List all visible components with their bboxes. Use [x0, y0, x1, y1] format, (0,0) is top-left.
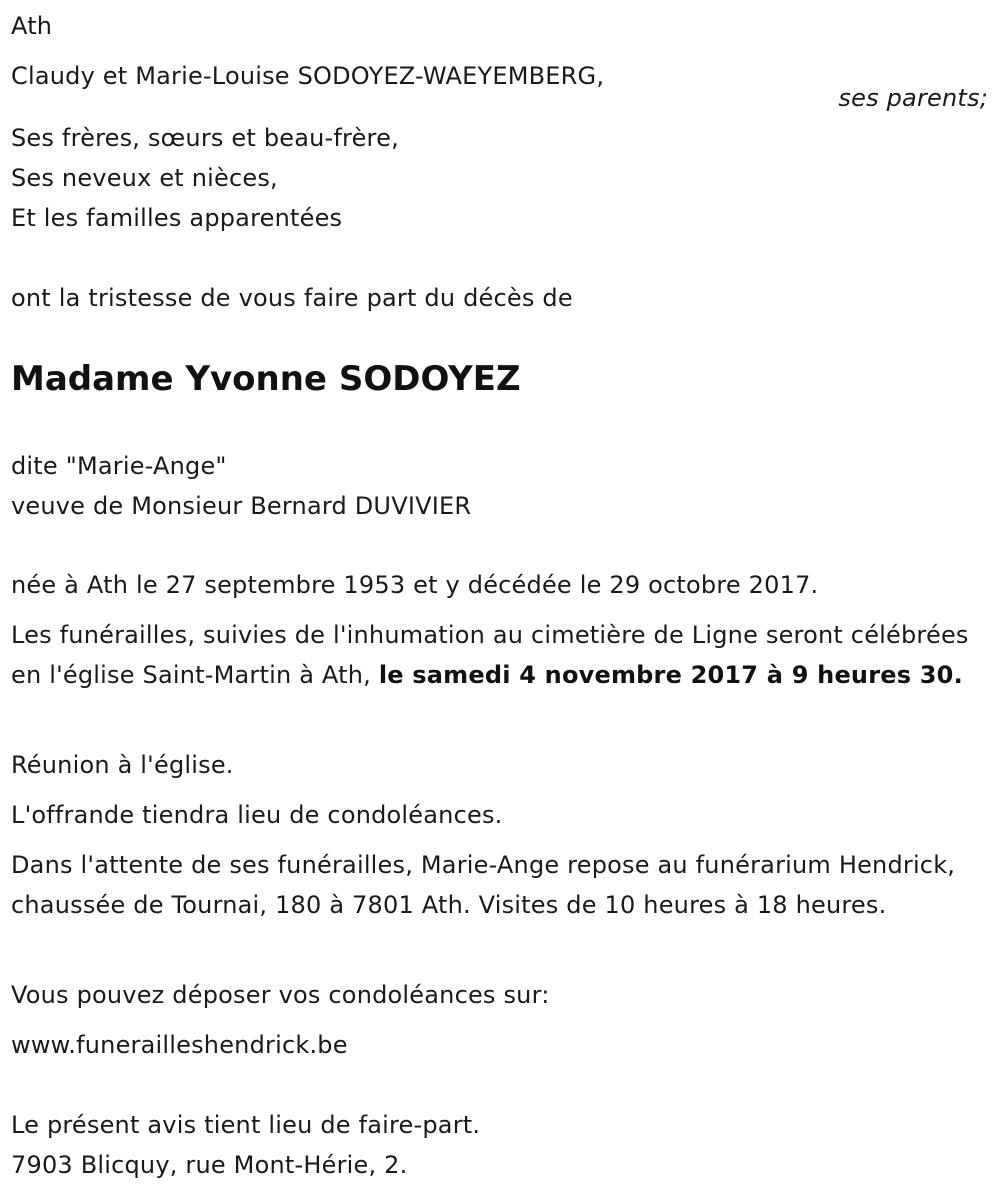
deceased-name: Madame Yvonne SODOYEZ — [11, 359, 521, 399]
funeral-date: le samedi 4 novembre 2017 à 9 heures 30. — [378, 661, 963, 689]
family-line-relatives: Et les familles apparentées — [11, 204, 343, 232]
deceased-nickname: dite "Marie-Ange" — [11, 452, 227, 480]
notice: Le présent avis tient lieu de faire-part. — [11, 1111, 481, 1139]
deceased-details — [11, 446, 986, 526]
parents-role: ses parents; — [838, 84, 988, 112]
family-list — [11, 118, 986, 238]
parents-names: Claudy et Marie-Louise SODOYEZ-WAEYEMBERG, — [11, 62, 605, 90]
location: Ath — [11, 12, 53, 40]
family-line-siblings: Ses frères, sœurs et beau-frère, — [11, 124, 399, 152]
birth-death: née à Ath le 27 septembre 1953 et y décédée le 29 octobre 2017. — [11, 571, 819, 599]
website-link[interactable]: www.funerailleshendrick.be — [11, 1031, 348, 1059]
funeral-text: Les funérailles, suivies de l'inhumation au cimetière de Ligne seront célébrées en l'église Saint-Martin à Ath, — [11, 621, 969, 689]
deceased-widow-of: veuve de Monsieur Bernard DUVIVIER — [11, 492, 472, 520]
condolences-intro: Vous pouvez déposer vos condoléances sur: — [11, 981, 550, 1009]
family-line-nephews: Ses neveux et nièces, — [11, 164, 278, 192]
address: 7903 Blicquy, rue Mont-Hérie, 2. — [11, 1151, 408, 1179]
announcement: ont la tristesse de vous faire part du décès de — [11, 284, 573, 312]
viewing: Dans l'attente de ses funérailles, Marie-Ange repose au funérarium Hendrick, chaussée de Tournai, 180 à 7801 Ath. Visites de 10 heures à 18 heures. — [11, 851, 956, 919]
offering: L'offrande tiendra lieu de condoléances. — [11, 801, 503, 829]
funeral-paragraph — [11, 615, 986, 695]
meeting: Réunion à l'église. — [11, 751, 234, 779]
